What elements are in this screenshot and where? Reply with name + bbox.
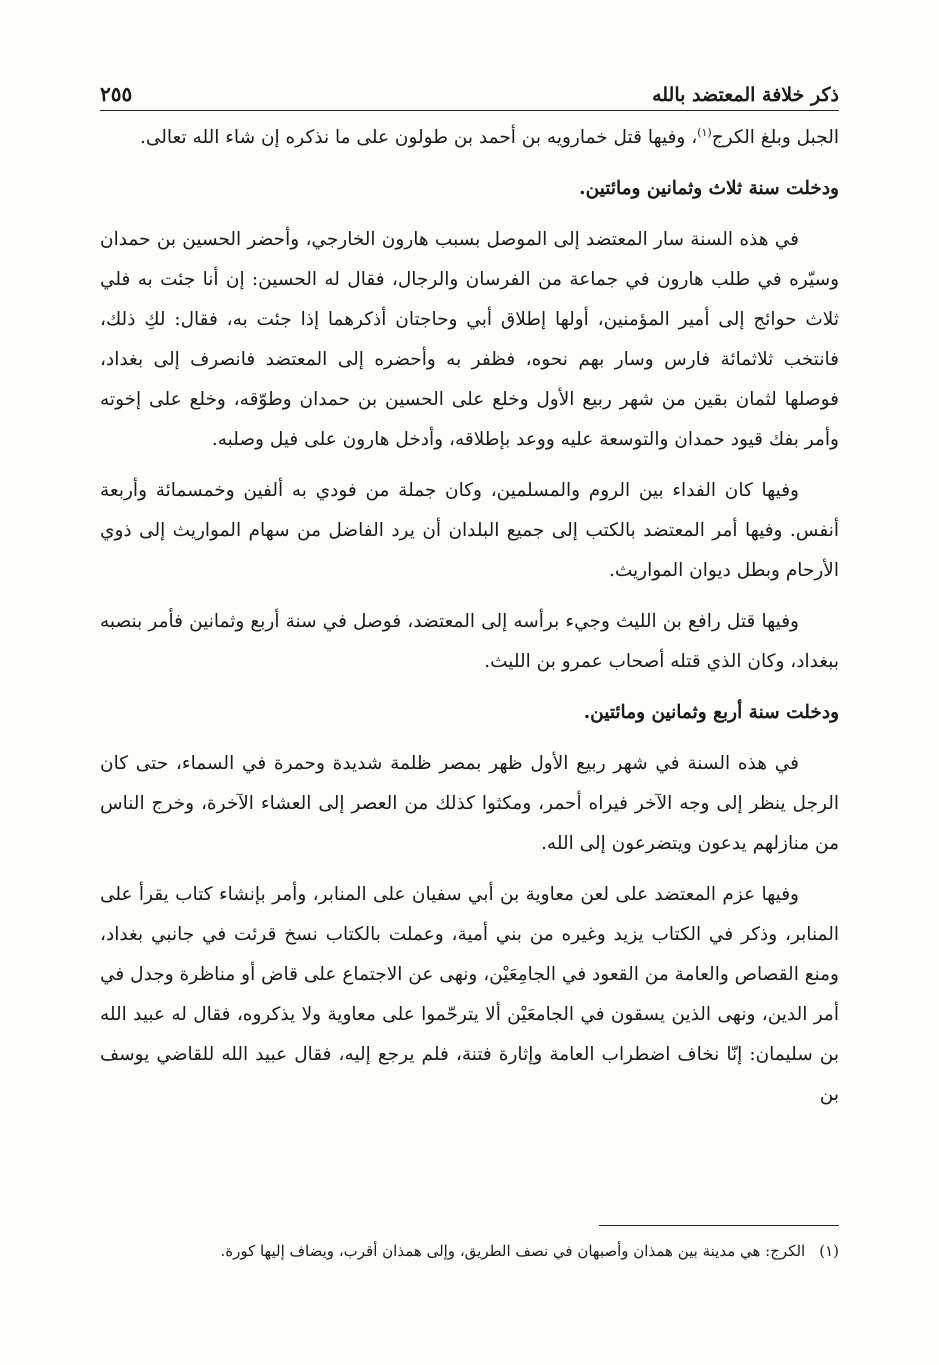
footnote-marker: (١) bbox=[819, 1242, 839, 1260]
text-span: الجبل وبلغ الكرج bbox=[711, 127, 839, 148]
footnote-reference: (١) bbox=[697, 125, 712, 139]
section-heading: ودخلت سنة ثلاث وثمانين ومائتين. bbox=[579, 178, 839, 199]
paragraph bbox=[100, 118, 839, 158]
paragraph: في هذه السنة سار المعتضد إلى الموصل بسبب هارون الخارجي، وأحضر الحسين بن حمدان وسيّره في طلب هارون في جماعة من الفرسان والرجال، فقال له الحسين: إن أنا جئت به فلي ثلاث حوائج إلى أمير المؤمنين، أولها إطلاق أبي وحاجتان أذكرهما إذا جئت به، فقال: لكِ ذلك، فانتخب ثلاثمائة فارس وسار بهم نحوه، فظفر به وأحضره إلى المعتضد فانصرف إلى بغداد، فوصلها لثمان بقين من شهر ربيع الأول وخلع على الحسين بن حمدان وطوّقه، وخلع على إخوته وأمر بفك قيود حمدان والتوسعة عليه ووعد بإطلاقه، وأدخل هارون على فيل وصلبه. bbox=[100, 229, 839, 450]
paragraph: في هذه السنة في شهر ربيع الأول ظهر بمصر ظلمة شديدة وحمرة في السماء، حتى كان الرجل ينظر إلى وجه الآخر فيراه أحمر، ومكثوا كذلك من العصر إلى العشاء الآخرة، وخرج الناس من منازلهم يدعون ويتضرعون إلى الله. bbox=[100, 753, 839, 854]
paragraph: وفيها عزم المعتضد على لعن معاوية بن أبي سفيان على المنابر، وأمر بإنشاء كتاب يقرأ على المنابر، وذكر في الكتاب يزيد وغيره من بني أمية، وعملت بالكتاب نسخ قرئت في جانبي بغداد، ومنع القصاص والعامة من القعود في الجامِعَيْن، ونهى عن الاجتماع على قاض أو مناظرة وجدل في أمر الدين، ونهى الذين يسقون في الجامعَيْن ألا يترحّموا على معاوية ولا يذكروه، فقال له عبيد الله بن سليمان: إنّا نخاف اضطراب العامة وإثارة فتنة، فلم يرجع إليه، فقال عبيد الله للقاضي يوسف بن bbox=[100, 884, 839, 1105]
footnote-text: الكرج: هي مدينة بين همذان وأصبهان في نصف الطريق، وإلى همذان أقرب، ويضاف إليها كورة. bbox=[220, 1242, 806, 1260]
paragraph: وفيها قتل رافع بن الليث وجيء برأسه إلى المعتضد، فوصل في سنة أربع وثمانين فأمر بنصبه ببغداد، وكان الذي قتله أصحاب عمرو بن الليث. bbox=[100, 611, 839, 672]
section-heading: ودخلت سنة أربع وثمانين ومائتين. bbox=[583, 702, 839, 723]
page-number: ٢٥٥ bbox=[100, 82, 133, 106]
footnote-divider bbox=[599, 1225, 839, 1226]
running-header bbox=[100, 70, 839, 111]
paragraph: وفيها كان الفداء بين الروم والمسلمين، وكان جملة من فودي به ألفين وخمسمائة وأربعة أنفس. وفيها أمر المعتضد بالكتب إلى جميع البلدان أن يرد الفاضل من سهام المواريث إلى ذوي الأرحام وبطل ديوان المواريث. bbox=[100, 480, 839, 581]
chapter-title: ذكر خلافة المعتضد بالله bbox=[652, 84, 839, 106]
text-span: ، وفيها قتل خمارويه بن أحمد بن طولون على ما نذكره إن شاء الله تعالى. bbox=[140, 127, 698, 148]
main-text bbox=[100, 118, 839, 1126]
footnote bbox=[100, 1236, 839, 1267]
